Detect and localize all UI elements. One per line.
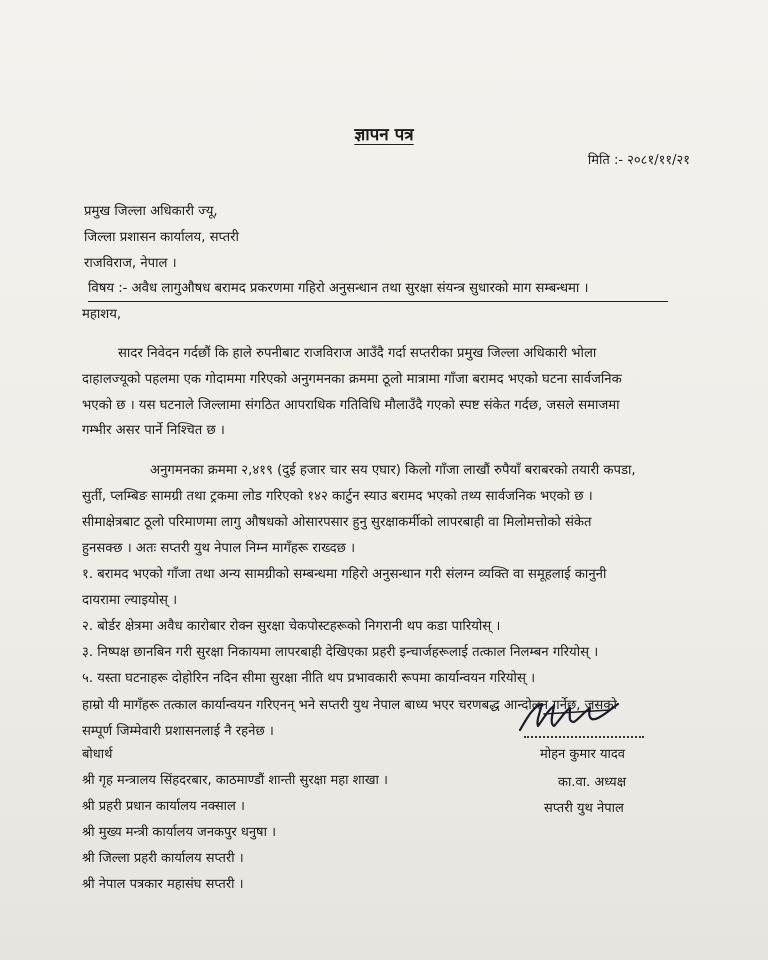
cc-item: श्री नेपाल पत्रकार महासंघ सप्तरी । <box>82 877 244 892</box>
paragraph-line: गम्भीर असर पार्ने निश्चित छ । <box>82 423 225 438</box>
demand-item: १. बरामद भएको गाँजा तथा अन्य सामग्रीको सम्बन्धमा गहिरो अनुसन्धान गरी संलग्न व्यक्ति वा समूहलाई कानुनी <box>82 567 607 582</box>
demand-item: दायरामा ल्याइयोस् । <box>82 593 178 608</box>
cc-item: श्री प्रहरी प्रधान कार्यालय नक्साल । <box>82 799 245 814</box>
cc-item: श्री गृह मन्त्रालय सिंहदरबार, काठमाण्डौं शान्ती सुरक्षा महा शाखा । <box>82 773 388 788</box>
document-title: ज्ञापन पत्र <box>354 125 414 145</box>
signature-block <box>520 700 650 818</box>
cc-heading: बोधार्थ <box>82 747 113 762</box>
cc-item: श्री मुख्य मन्त्री कार्यालय जनकपुर धनुषा । <box>82 825 277 840</box>
cc-item: श्री जिल्ला प्रहरी कार्यालय सप्तरी । <box>82 851 244 866</box>
demand-item: २. बोर्डर क्षेत्रमा अवैध कारोबार रोक्न सुरक्षा चेकपोस्टहरूको निगरानी थप कडा पारियोस् । <box>82 619 501 634</box>
signatory-organization: सप्तरी युथ नेपाल <box>544 801 624 816</box>
paragraph-line: दाहालज्यूको पहलमा एक गोदाममा गरिएको अनुगमनका क्रममा ठूलो मात्रामा गाँजा बरामद भएको घटना सार्वजनिक <box>82 372 622 387</box>
document-date: मिति :- २०८१/११/२१ <box>587 153 690 168</box>
handwritten-signature <box>514 696 624 736</box>
signatory-name: मोहन कुमार यादव <box>540 747 626 762</box>
recipient-line: प्रमुख जिल्ला अधिकारी ज्यू, <box>84 204 218 219</box>
demand-item: ३. निष्पक्ष छानबिन गरी सुरक्षा निकायमा लापरबाही देखिएका प्रहरी इन्चार्जहरूलाई तत्काल निलम्बन गरियोस् । <box>82 645 599 660</box>
recipient-line: जिल्ला प्रशासन कार्यालय, सप्तरी <box>84 230 239 245</box>
paragraph-line: भएको छ । यस घटनाले जिल्लामा संगठित आपराधिक गतिविधि मौलाउँदै गएको स्पष्ट संकेत गर्दछ, जसले समाजमा <box>82 398 620 413</box>
paragraph-line: सुर्ती, प्लम्बिङ सामग्री तथा ट्रकमा लोड गरिएको १४२ कार्टुन स्याउ बरामद भएको तथ्य सार्वजनिक भएको छ । <box>82 489 593 504</box>
paragraph-line: हुनसक्छ । अतः सप्तरी युथ नेपाल निम्न मागँहरू राख्दछ । <box>82 541 356 556</box>
closing-line: हाम्रो यी मागँहरू तत्काल कार्यान्वयन गरिएनन् भने सप्तरी युथ नेपाल बाध्य भएर चरणबद्ध आन्दोलन गर्नेछ, जसको <box>82 698 617 713</box>
signatory-position: का.वा. अध्यक्ष <box>558 775 627 790</box>
paragraph-line: सीमाक्षेत्रबाट ठूलो परिमाणमा लागु औषधको ओसारपसार हुनु सुरक्षाकर्मीको लापरबाही वा मिलोमत्तोको संकेत <box>82 515 592 530</box>
signature-dotted-line <box>524 736 644 738</box>
demand-item: ५. यस्ता घटनाहरू दोहोरिन नदिन सीमा सुरक्षा नीति थप प्रभावकारी रूपमा कार्यान्वयन गरियोस् । <box>82 671 536 686</box>
paragraph-line: अनुगमनका क्रममा २,४१९ (दुई हजार चार सय एघार) किलो गाँजा लाखौं रुपैयाँ बराबरको तयारी कपडा, <box>150 463 636 478</box>
recipient-line: राजविराज, नेपाल । <box>84 256 177 271</box>
closing-line: सम्पूर्ण जिम्मेवारी प्रशासनलाई नै रहनेछ । <box>82 724 274 739</box>
subject-line: विषय :- अवैध लागुऔषध बरामद प्रकरणमा गहिरो अनुसन्धान तथा सुरक्षा संयन्त्र सुधारको माग सम्बन्धमा । <box>88 279 668 302</box>
paragraph-line: सादर निवेदन गर्दछौं कि हाले रुपनीबाट राजविराज आउँदै गर्दा सप्तरीका प्रमुख जिल्ला अधिकारी भोला <box>118 346 597 361</box>
salutation: महाशय, <box>82 307 122 322</box>
